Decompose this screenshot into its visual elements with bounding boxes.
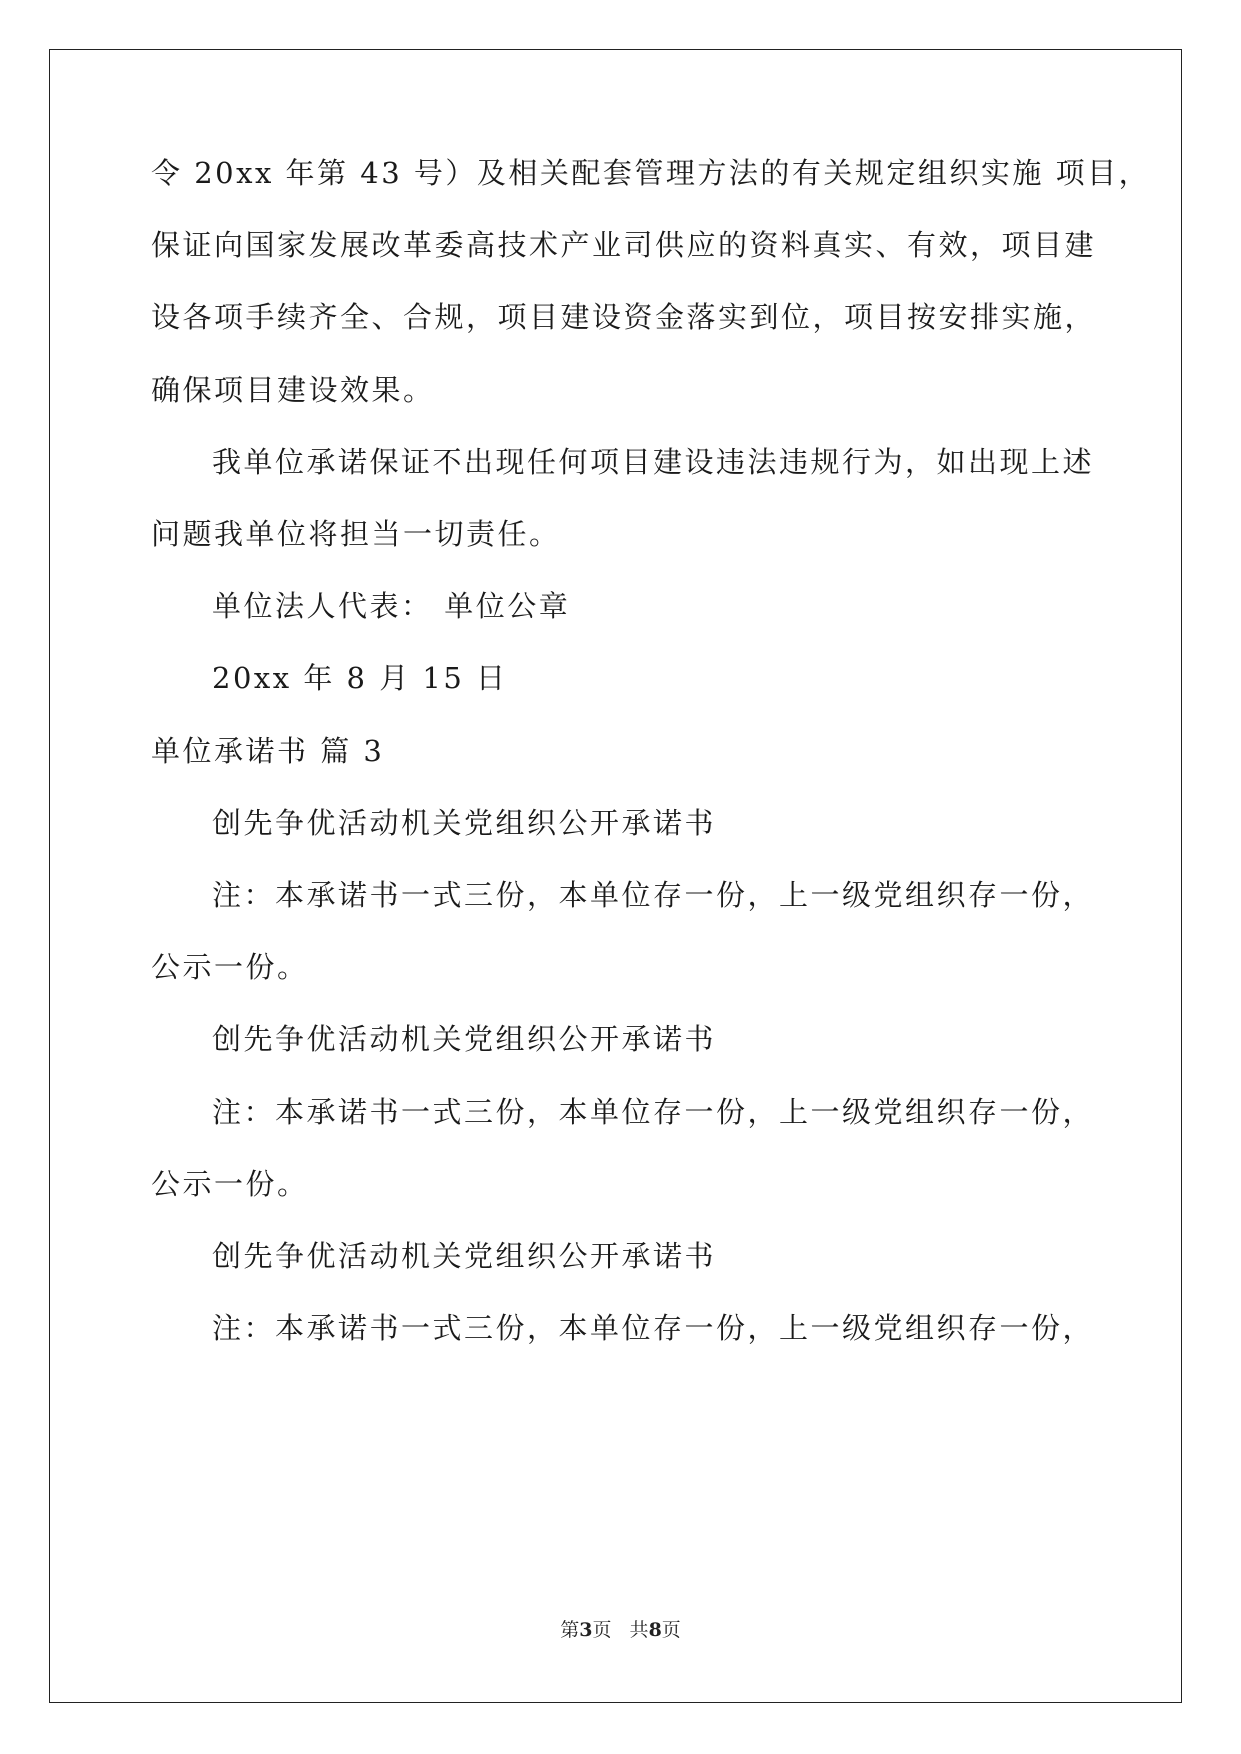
page-total: 8	[648, 1619, 662, 1641]
page-border	[49, 49, 1182, 1703]
note-text-line: 注：本承诺书一式三份，本单位存一份，上一级党组织存一份，	[212, 878, 1095, 912]
body-text-line: 令 20xx 年第 43 号）及相关配套管理方法的有关规定组织实施 项目，	[151, 156, 1151, 190]
pledge-title: 创先争优活动机关党组织公开承诺书	[212, 1239, 717, 1273]
body-text-line: 设各项手续齐全、合规，项目建设资金落实到位，项目按安排实施，	[151, 300, 1097, 334]
pledge-title: 创先争优活动机关党组织公开承诺书	[212, 806, 717, 840]
pledge-title: 创先争优活动机关党组织公开承诺书	[212, 1022, 717, 1056]
note-text-line: 公示一份。	[151, 950, 309, 984]
date-line: 20xx 年 8 月 15 日	[212, 661, 508, 695]
note-text-line: 注：本承诺书一式三份，本单位存一份，上一级党组织存一份，	[212, 1095, 1095, 1129]
note-text-line: 公示一份。	[151, 1167, 309, 1201]
page-mid: 页 共	[592, 1619, 649, 1641]
section-heading: 单位承诺书 篇 3	[151, 734, 385, 768]
note-text-line: 注：本承诺书一式三份，本单位存一份，上一级党组织存一份，	[212, 1311, 1095, 1345]
page-footer	[0, 1615, 1241, 1642]
body-text-line: 保证向国家发展改革委高技术产业司供应的资料真实、有效，项目建	[151, 228, 1097, 262]
page-current: 3	[579, 1619, 593, 1641]
signature-line: 单位法人代表： 单位公章	[212, 589, 571, 623]
body-text-line: 我单位承诺保证不出现任何项目建设违法违规行为，如出现上述	[212, 445, 1095, 479]
body-text-line: 问题我单位将担当一切责任。	[151, 517, 561, 551]
page-suffix: 页	[661, 1619, 681, 1641]
page-prefix: 第	[560, 1619, 580, 1641]
body-text-line: 确保项目建设效果。	[151, 373, 435, 407]
